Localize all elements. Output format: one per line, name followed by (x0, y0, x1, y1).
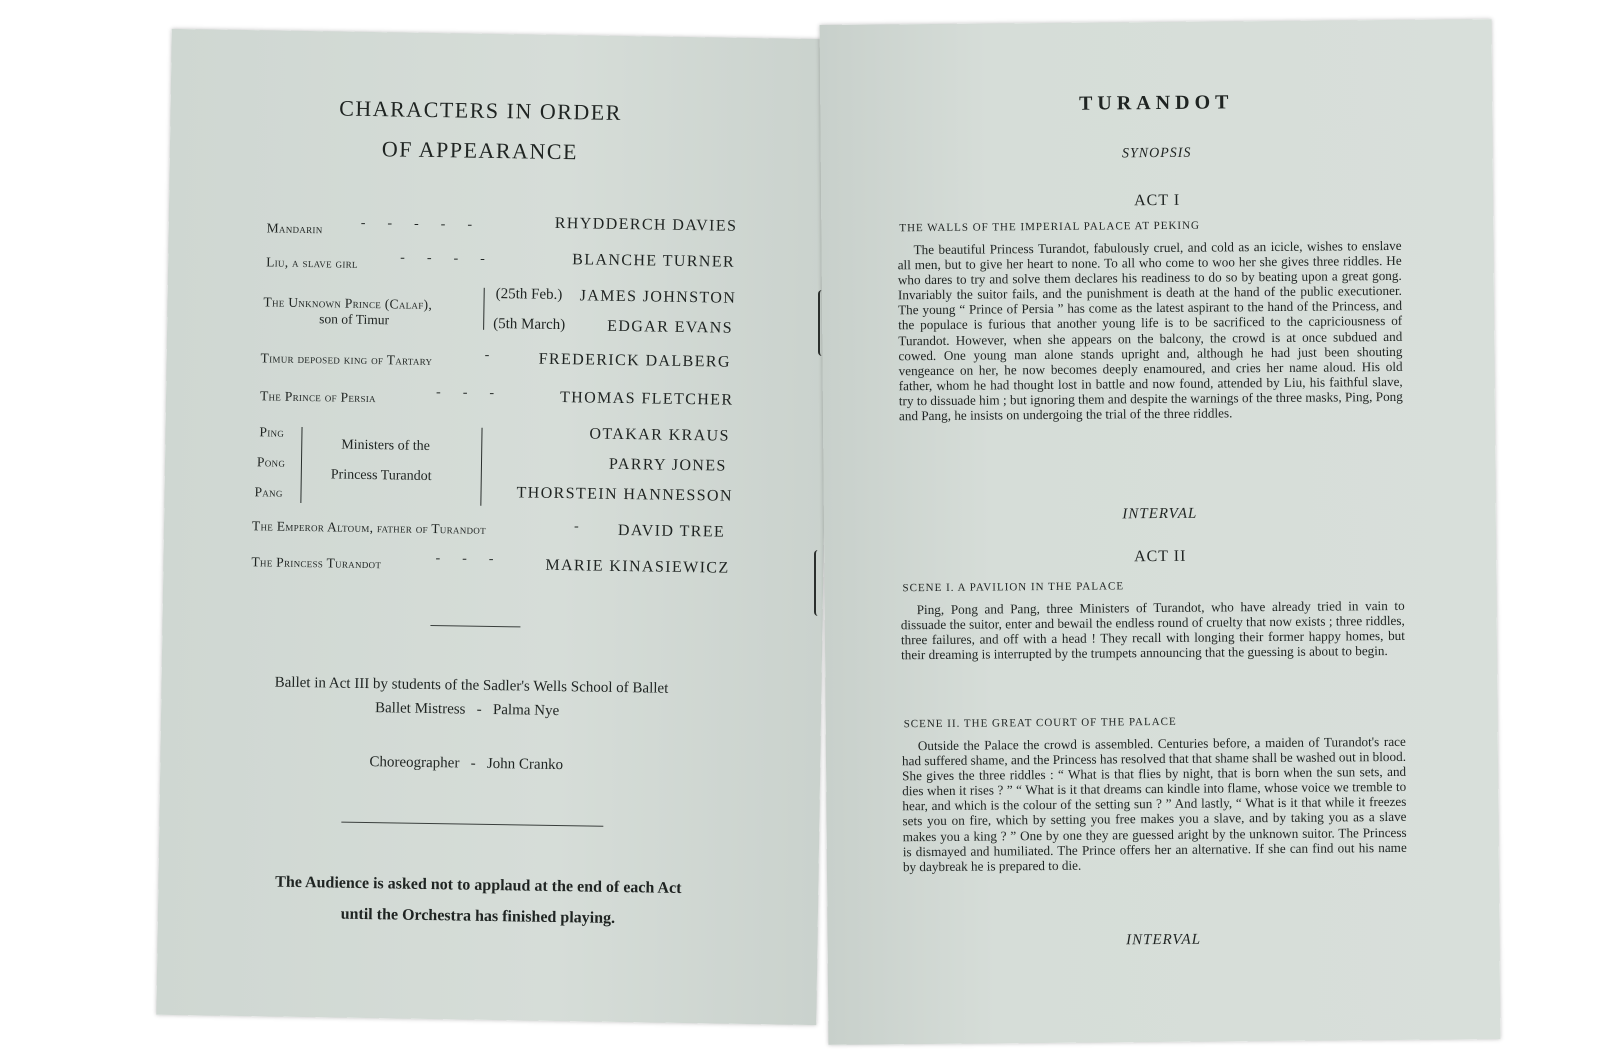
artist-pong: PARRY JONES (608, 455, 727, 475)
audience-notice-line2: until the Orchestra has finished playing. (340, 905, 616, 927)
choreographer-label: Choreographer (369, 754, 460, 772)
scene-2-synopsis: Outside the Palace the crowd is assembled. Centuries before, a maiden of Turandot's race had suffered shame, and the Princess has resolved that that shame shall be washed out in blood. She gives the three riddles : “ What is that flies by night, that is born when the sun sets, and dies when it rises ? ” “ What is it that dreams can kindle into flame, whose voice we tremble to hear, and which is the colour of the setting sun ? ” And lastly, “ What is it that while it freezes sets you on fire, which by setting you free makes you a slave, and by taking you as a slave makes you a king ? ” One by one they are guessed aright by the unknown suitor. The Princess is dismayed and humiliated. The Prince offers her an alternative. If she can find out his name by daybreak he is prepared to die. (901, 733, 1407, 875)
bracket (300, 427, 302, 503)
left-page (156, 29, 831, 1025)
ballet-mistress (157, 697, 777, 724)
role-prince-of-persia: The Prince of Persia (259, 388, 377, 406)
separator-dash: - (469, 701, 490, 718)
choreographer (156, 751, 776, 778)
divider (341, 822, 603, 827)
scene-2-heading: SCENE II. THE GREAT COURT OF THE PALACE (903, 715, 1177, 731)
prince-date-2: (5th March) (493, 315, 566, 334)
act-1-synopsis: The beautiful Princess Turandot, fabulously cruel, and cold as an icicle, wishes to enslave all men, but to give her heart to none. To all who come to woo her she gives three riddles. He who dares to try and solve them declares his readiness to do so by beating upon a great gong. Invariably the suitor fails, and the punishment is death at the hand of the public executioner. The young “ Prince of Persia ” has come as the latest aspirant to the hand of the Princess, and the populace is furious that another young life is to be sacrificed to the capriciousness of Turandot. However, when she appears on the balcony, the crowd is at once subdued and cowed. One young man alone stands upright and, although he had just been shouting vengeance on her, he now becomes deeply enamoured, and cries her name aloud. His old father, whom he had thought lost in battle and now found, attended by Liu, his faithful slave, try to dissuade him ; but ignoring them and despite the warnings of the three masks, Ping, Pong and Pang, he insists on undergoing the trial of the three riddles. (897, 237, 1403, 424)
bracket (483, 288, 485, 330)
artist-ping: OTAKAR KRAUS (589, 425, 731, 445)
right-page (820, 19, 1501, 1045)
artist-timur: FREDERICK DALBERG (538, 350, 732, 371)
artist-prince-of-persia: THOMAS FLETCHER (559, 389, 734, 409)
opera-title: TURANDOT (1078, 91, 1234, 115)
leader-dashes: ---- (400, 250, 507, 268)
artist-prince-2: EDGAR EVANS (607, 317, 734, 337)
cast-heading-line2: OF APPEARANCE (381, 136, 579, 165)
ballet-mistress-name: Palma Nye (492, 702, 560, 720)
ministers-line1: Ministers of the (341, 437, 431, 454)
prince-date-1: (25th Feb.) (495, 285, 563, 304)
leader-dashes: --- (435, 385, 517, 402)
artist-princess: MARIE KINASIEWICZ (545, 556, 730, 577)
ministers-line2: Princess Turandot (330, 467, 432, 485)
interval-2: INTERVAL (1126, 931, 1202, 949)
audience-notice (198, 865, 759, 936)
act-2-heading: ACT II (1133, 547, 1187, 566)
choreographer-name: John Cranko (486, 755, 564, 774)
interval-1: INTERVAL (1122, 505, 1198, 523)
cast-heading-line1: CHARACTERS IN ORDER (338, 95, 623, 125)
audience-notice-line1: The Audience is asked not to applaud at the end of each Act (275, 873, 682, 897)
leader-dashes: - (573, 519, 601, 535)
scene-1-heading: SCENE I. A PAVILION IN THE PALACE (902, 580, 1125, 595)
role-ping: Ping (259, 424, 285, 440)
role-pong: Pong (256, 454, 286, 470)
binding-staple (814, 550, 824, 616)
role-unknown-prince-sub: son of Timur (319, 311, 390, 328)
artist-prince-1: JAMES JOHNSTON (579, 287, 737, 307)
artist-mandarin: RHYDDERCH DAVIES (554, 214, 738, 235)
role-liu: Liu, a slave girl (266, 254, 358, 271)
separator-dash: - (463, 755, 484, 772)
act-1-setting: THE WALLS OF THE IMPERIAL PALACE AT PEKING (899, 219, 1201, 235)
role-unknown-prince: The Unknown Prince (Calaf), (263, 294, 433, 312)
role-emperor: The Emperor Altoum, father of Turandot (251, 518, 487, 537)
role-timur: Timur deposed king of Tartary (260, 350, 433, 369)
divider (430, 625, 520, 627)
artist-emperor: DAVID TREE (617, 521, 726, 541)
leader-dashes: ----- (360, 215, 495, 233)
synopsis-heading: SYNOPSIS (1121, 145, 1192, 162)
role-pang: Pang (254, 484, 283, 500)
artist-liu: BLANCHE TURNER (572, 251, 736, 271)
leader-dashes: - (484, 347, 512, 364)
role-princess: The Princess Turandot (251, 554, 382, 572)
ballet-mistress-label: Ballet Mistress (374, 700, 466, 718)
role-mandarin: Mandarin (266, 220, 323, 237)
scene-1-synopsis: Ping, Pong and Pang, three Ministers of Turandot, who have already tried in vain to dissuade the suitor, enter and bewail the endless round of cruelty that now exists ; three riddles, three failures, and off with a head ! They recall with longing their former happy homes, but their dreaming is interrupted by the trumpets announcing that the guessing is about to begin. (900, 597, 1405, 663)
leader-dashes: --- (435, 551, 516, 568)
act-1-heading: ACT I (1134, 191, 1181, 210)
bracket (480, 428, 482, 506)
ballet-note: Ballet in Act III by students of the Sadler's Wells School of Ballet (274, 674, 669, 697)
artist-pang: THORSTEIN HANNESSON (516, 484, 734, 505)
